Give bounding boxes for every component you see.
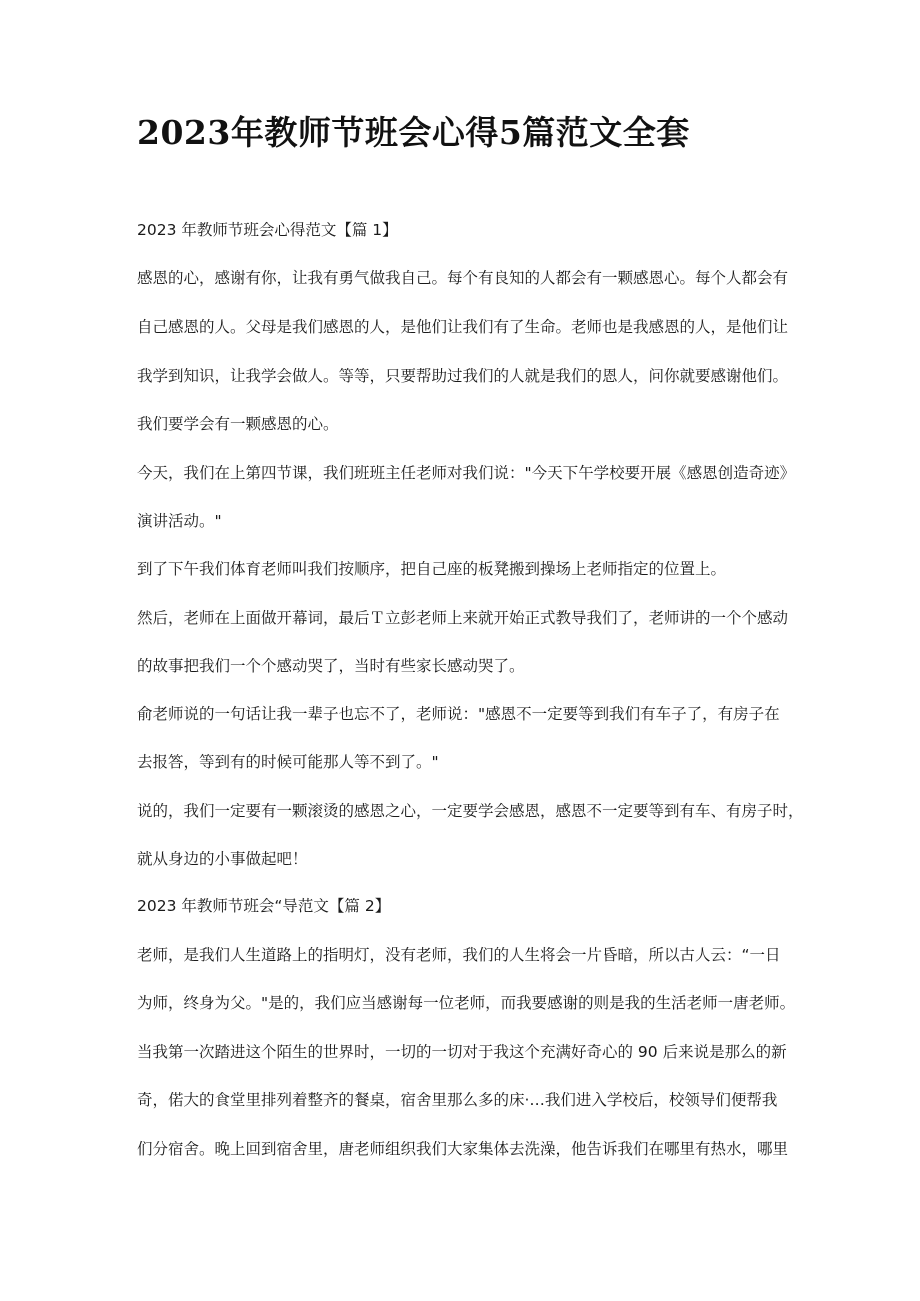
paragraph-line: 的故事把我们一个个感动哭了，当时有些家长感动哭了。 (137, 657, 525, 675)
paragraph-line: 当我第一次踏进这个陌生的世界时，一切的一切对于我这个充满好奇心的 90 后来说是那么的新 (137, 1043, 787, 1061)
paragraph-line: 就从身边的小事做起吧！ (137, 850, 308, 868)
paragraph-line: 我们要学会有一颗感恩的心。 (137, 415, 339, 433)
paragraph-line: 自己感恩的人。父母是我们感恩的人，是他们让我们有了生命。老师也是我感恩的人，是他们让 (137, 318, 789, 336)
document-title: 2023年教师节班会心得5篇范文全套 (137, 113, 690, 152)
paragraph-line: 我学到知识，让我学会做人。等等，只要帮助过我们的人就是我们的恩人，问你就要感谢他们。 (137, 367, 789, 385)
paragraph-line: 演讲活动。" (137, 512, 222, 530)
paragraph-line: 说的，我们一定要有一颗滚烫的感恩之心，一定要学会感恩，感恩不一定要等到有车、有房子时， (137, 802, 804, 820)
paragraph-line: 俞老师说的一句话让我一辈子也忘不了，老师说："感恩不一定要等到我们有车子了，有房子在 (137, 705, 780, 723)
paragraph-line: 今天，我们在上第四节课，我们班班主任老师对我们说："今天下午学校要开展《感恩创造奇迹》 (137, 464, 796, 482)
paragraph-line: 去报答，等到有的时候可能那人等不到了。" (137, 753, 439, 771)
section-heading-1: 2023 年教师节班会心得范文【篇 1】 (137, 221, 398, 239)
paragraph-line: 们分宿舍。晚上回到宿舍里，唐老师组织我们大家集体去洗澡，他告诉我们在哪里有热水，哪里 (137, 1140, 789, 1158)
section-heading-2: 2023 年教师节班会“导范文【篇 2】 (137, 897, 391, 915)
paragraph-line: 奇，偌大的食堂里排列着整齐的餐桌，宿舍里那么多的床·…我们进入学校后，校领导们便帮我 (137, 1091, 778, 1109)
paragraph-line: 然后，老师在上面做开幕词，最后Ｔ立彭老师上来就开始正式教导我们了，老师讲的一个个感动 (137, 609, 789, 627)
paragraph-line: 到了下午我们体育老师叫我们按顺序，把自己座的板凳搬到操场上老师指定的位置上。 (137, 560, 727, 578)
paragraph-line: 老师，是我们人生道路上的指明灯，没有老师，我们的人生将会一片昏暗，所以古人云：“一日 (137, 946, 781, 964)
paragraph-line: 感恩的心，感谢有你，让我有勇气做我自己。每个有良知的人都会有一颗感恩心。每个人都会有 (137, 269, 789, 287)
paragraph-line: 为师，终身为父。"是的，我们应当感谢每一位老师，而我要感谢的则是我的生活老师一唐老师。 (137, 994, 796, 1012)
